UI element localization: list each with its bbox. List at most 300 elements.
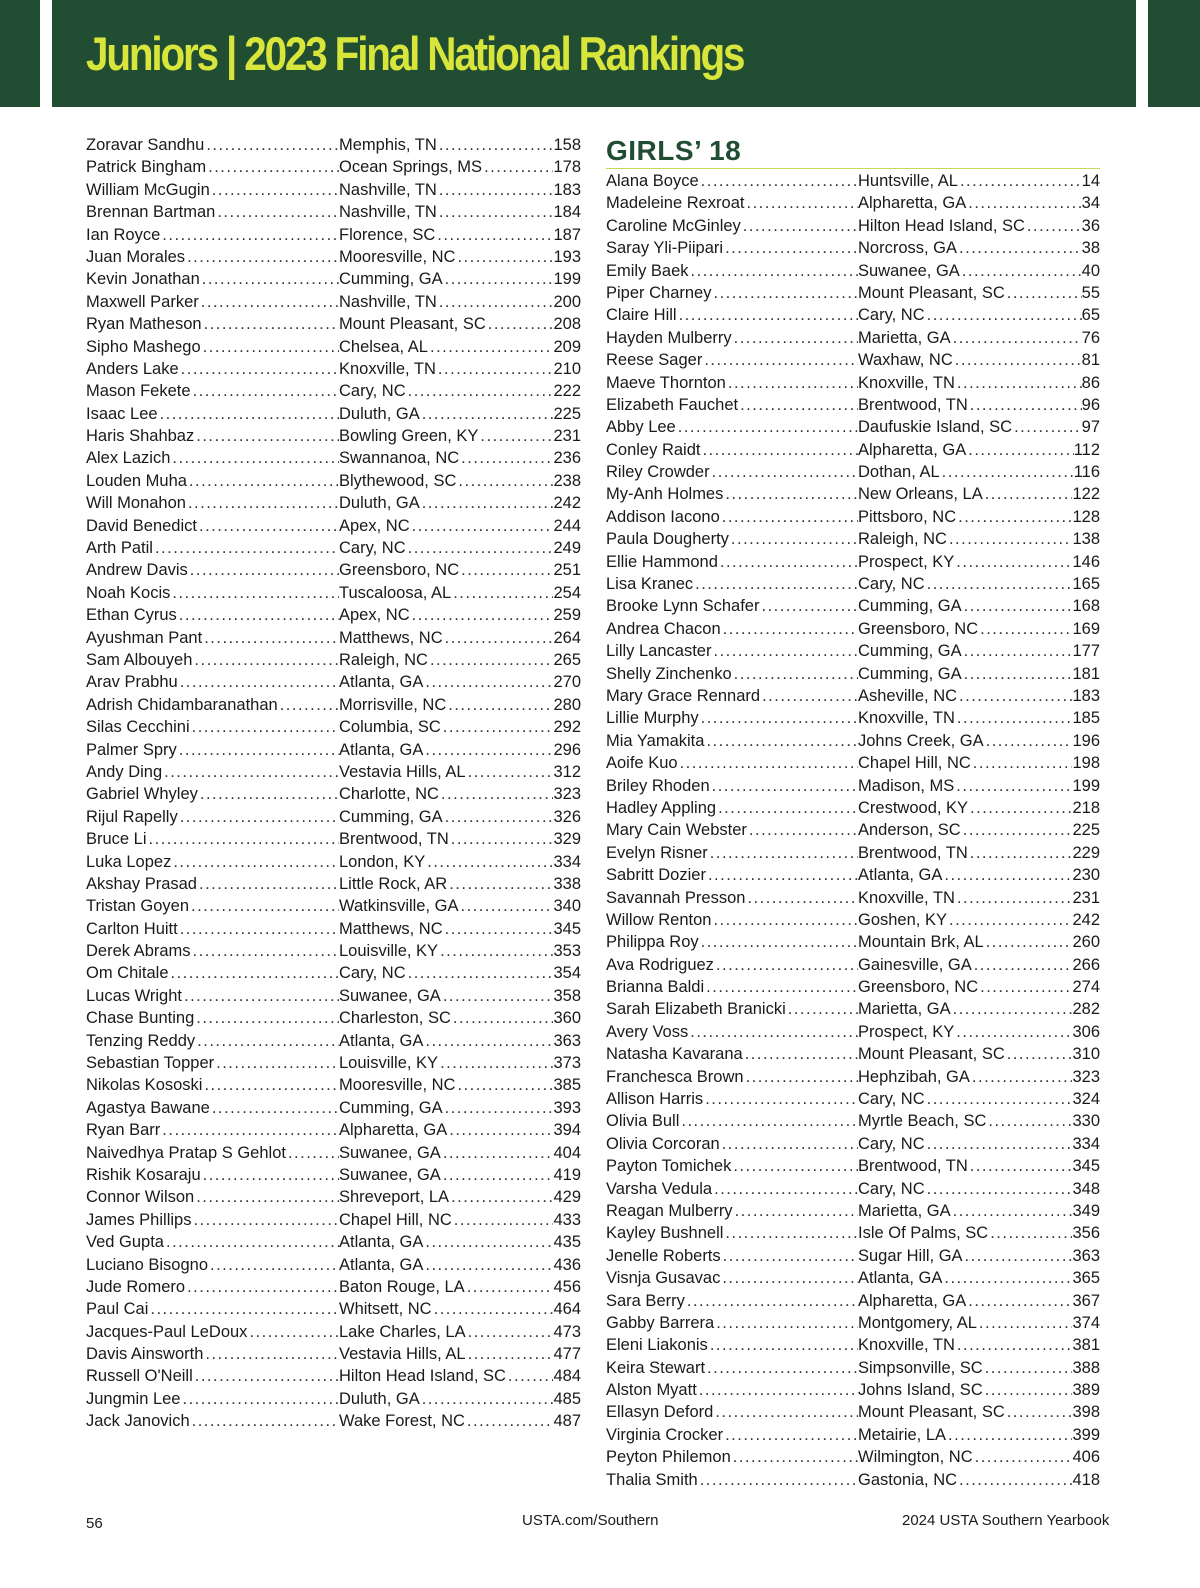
player-rank: 487 (553, 1412, 581, 1431)
city-cell (858, 976, 1072, 998)
player-rank: 146 (1072, 552, 1100, 571)
player-rank: 181 (1072, 664, 1100, 683)
name-cell (606, 551, 858, 573)
player-name: Lisa Kranec (606, 575, 694, 594)
player-rank: 187 (553, 225, 581, 244)
player-hometown: Cary, NC (858, 1134, 925, 1153)
player-hometown: Mount Pleasant, SC (339, 315, 486, 334)
player-rank: 306 (1072, 1022, 1100, 1041)
dot-leader (193, 1365, 339, 1387)
dot-leader (441, 1142, 554, 1164)
player-rank: 229 (1072, 843, 1100, 862)
ranking-row (606, 1155, 1100, 1177)
player-name: Philippa Roy (606, 933, 699, 952)
name-cell (606, 819, 858, 841)
city-cell (339, 918, 553, 940)
player-hometown: Gainesville, GA (858, 955, 972, 974)
player-rank: 394 (553, 1121, 581, 1140)
player-rank: 340 (553, 897, 581, 916)
player-rank: 199 (1072, 776, 1100, 795)
player-name: Reese Sager (606, 351, 703, 370)
ranking-row (606, 1222, 1100, 1244)
ranking-row (86, 627, 581, 649)
name-cell (606, 752, 858, 774)
dot-leader (162, 761, 339, 783)
dot-leader (957, 685, 1072, 707)
player-hometown: Alpharetta, GA (858, 194, 967, 213)
name-cell (86, 1030, 339, 1052)
city-cell (339, 1231, 553, 1253)
dot-leader (962, 663, 1073, 685)
city-cell (339, 156, 553, 178)
name-cell (86, 358, 339, 380)
name-cell (606, 775, 858, 797)
player-name: Akshay Prasad (86, 874, 197, 893)
player-name: Olivia Bull (606, 1112, 680, 1131)
player-rank: 473 (553, 1322, 581, 1341)
player-rank: 209 (553, 337, 581, 356)
ranking-row (86, 1254, 581, 1276)
ranking-row (86, 470, 581, 492)
dot-leader (197, 515, 339, 537)
name-cell (86, 1365, 339, 1387)
city-cell (858, 1401, 1072, 1423)
boys-ranking-list-continued (86, 134, 581, 1433)
player-name: Rishik Kosaraju (86, 1165, 201, 1184)
city-cell (339, 783, 553, 805)
ranking-row (86, 783, 581, 805)
player-hometown: Alpharetta, GA (858, 440, 967, 459)
ranking-row (606, 663, 1100, 685)
player-name: Zoravar Sandhu (86, 136, 205, 154)
city-cell (339, 1343, 553, 1365)
player-hometown: Atlanta, GA (339, 1031, 424, 1050)
player-hometown: Simpsonville, SC (858, 1358, 983, 1377)
ranking-row (606, 819, 1100, 841)
ranking-row (86, 336, 581, 358)
player-hometown: Vestavia Hills, AL (339, 1345, 466, 1364)
player-hometown: Memphis, TN (339, 136, 437, 154)
dot-leader (973, 1446, 1073, 1468)
player-rank: 264 (553, 628, 581, 647)
city-cell (339, 201, 553, 223)
city-cell (858, 551, 1072, 573)
city-cell (339, 291, 553, 313)
player-hometown: Huntsville, AL (858, 172, 958, 190)
dot-leader (191, 940, 339, 962)
player-hometown: Hilton Head Island, SC (858, 216, 1025, 235)
ranking-row (86, 380, 581, 402)
ranking-row (86, 1298, 581, 1320)
city-cell (339, 1276, 553, 1298)
dot-leader (676, 416, 858, 438)
dot-leader (714, 954, 858, 976)
player-rank: 356 (1072, 1224, 1100, 1243)
right-column (606, 134, 1100, 1491)
city-cell (339, 336, 553, 358)
ranking-row (86, 515, 581, 537)
ranking-row (606, 1088, 1100, 1110)
ranking-row (606, 1379, 1100, 1401)
player-name: Gabriel Whyley (86, 785, 198, 804)
player-hometown: Mountain Brk, AL (858, 933, 984, 952)
footer-publication: 2024 USTA Southern Yearbook (902, 1512, 1110, 1529)
dot-leader (956, 506, 1072, 528)
player-hometown: Apex, NC (339, 606, 410, 625)
name-cell (606, 1357, 858, 1379)
city-cell (858, 1021, 1072, 1043)
player-name: Noah Kocis (86, 583, 171, 602)
dot-leader (428, 336, 553, 358)
city-cell (339, 671, 553, 693)
ranking-row (606, 1066, 1100, 1088)
ranking-row (86, 716, 581, 738)
name-cell (606, 1133, 858, 1155)
player-name: Mason Fekete (86, 382, 191, 401)
ranking-row (606, 618, 1100, 640)
city-cell (339, 559, 553, 581)
dot-leader (443, 627, 554, 649)
dot-leader (201, 336, 339, 358)
dot-leader (699, 707, 858, 729)
name-cell (606, 573, 858, 595)
player-name: Kevin Jonathan (86, 270, 200, 289)
dot-leader (432, 1298, 554, 1320)
dot-leader (732, 327, 858, 349)
dot-leader (160, 1119, 339, 1141)
ranking-row (86, 1388, 581, 1410)
ranking-row (86, 268, 581, 290)
city-cell (858, 394, 1082, 416)
player-hometown: Cumming, GA (339, 270, 443, 289)
name-cell (606, 439, 858, 461)
player-rank: 238 (553, 471, 581, 490)
dot-leader (708, 1334, 858, 1356)
dot-leader (286, 1142, 339, 1164)
player-name: Mary Grace Rennard (606, 686, 761, 705)
name-cell (86, 627, 339, 649)
player-hometown: Nashville, TN (339, 292, 437, 311)
player-name: Will Monahon (86, 494, 186, 513)
ranking-row (606, 170, 1100, 192)
player-rank: 222 (553, 382, 581, 401)
dot-leader (685, 1290, 858, 1312)
dot-leader (198, 783, 339, 805)
dot-leader (459, 559, 553, 581)
player-name: Maxwell Parker (86, 292, 199, 311)
name-cell (86, 1097, 339, 1119)
player-rank: 178 (553, 158, 581, 177)
player-hometown: Cary, NC (339, 539, 406, 558)
city-cell (858, 864, 1072, 886)
ranking-row (86, 1164, 581, 1186)
player-rank: 138 (1072, 530, 1100, 549)
dot-leader (423, 1231, 553, 1253)
dot-leader (957, 237, 1082, 259)
player-rank: 358 (553, 986, 581, 1005)
dot-leader (962, 640, 1073, 662)
city-cell (339, 313, 553, 335)
player-hometown: Raleigh, NC (339, 650, 428, 669)
ranking-row (86, 1410, 581, 1432)
dot-leader (760, 685, 858, 707)
city-cell (339, 627, 553, 649)
dot-leader (721, 1245, 858, 1267)
city-cell (858, 595, 1072, 617)
player-rank: 225 (553, 404, 581, 423)
player-rank: 36 (1081, 216, 1100, 235)
name-cell (606, 461, 858, 483)
dot-leader (178, 918, 339, 940)
city-cell (858, 483, 1072, 505)
city-cell (339, 246, 553, 268)
player-hometown: Brentwood, TN (858, 843, 968, 862)
ranking-row (86, 537, 581, 559)
player-hometown: Suwanee, GA (858, 261, 960, 280)
name-cell (606, 730, 858, 752)
name-cell (606, 1088, 858, 1110)
player-name: Haris Shahbaz (86, 427, 195, 446)
dot-leader (194, 425, 339, 447)
city-cell (339, 985, 553, 1007)
dot-leader (455, 246, 553, 268)
player-name: Keira Stewart (606, 1358, 706, 1377)
player-hometown: Prospect, KY (858, 552, 955, 571)
player-name: Arth Patil (86, 539, 153, 558)
dot-leader (169, 962, 339, 984)
name-cell (606, 170, 858, 192)
player-hometown: Swannanoa, NC (339, 449, 460, 468)
ranking-row (86, 739, 581, 761)
player-rank: 65 (1081, 306, 1100, 325)
player-rank: 274 (1072, 978, 1100, 997)
player-rank: 122 (1072, 485, 1100, 504)
player-rank: 81 (1081, 351, 1100, 370)
player-rank: 225 (1072, 821, 1100, 840)
player-rank: 200 (553, 292, 581, 311)
player-rank: 230 (1072, 866, 1100, 885)
player-name: Peyton Philemon (606, 1448, 731, 1467)
name-cell (86, 940, 339, 962)
ranking-row (606, 1424, 1100, 1446)
dot-leader (720, 506, 858, 528)
city-cell (858, 842, 1072, 864)
dot-leader (983, 1379, 1073, 1401)
city-cell (858, 887, 1072, 909)
player-name: Patrick Bingham (86, 158, 207, 177)
name-cell (606, 1178, 858, 1200)
ranking-row (606, 483, 1100, 505)
player-name: Brennan Bartman (86, 203, 216, 222)
ranking-row (86, 1119, 581, 1141)
dot-leader (214, 1052, 339, 1074)
player-name: Paul Cai (86, 1300, 149, 1319)
player-hometown: Crestwood, KY (858, 798, 969, 817)
name-cell (86, 1164, 339, 1186)
dot-leader (718, 551, 858, 573)
name-cell (86, 918, 339, 940)
player-name: Lilly Lancaster (606, 642, 712, 661)
player-rank: 177 (1072, 642, 1100, 661)
player-rank: 363 (553, 1031, 581, 1050)
player-hometown: Knoxville, TN (339, 359, 436, 378)
player-rank: 183 (1072, 686, 1100, 705)
player-hometown: Pittsboro, NC (858, 507, 957, 526)
dot-leader (447, 1119, 553, 1141)
city-cell (858, 1469, 1072, 1491)
dot-leader (689, 260, 858, 282)
player-name: Hayden Mulberry (606, 328, 732, 347)
player-name: Ethan Cyrus (86, 606, 177, 625)
player-hometown: Columbia, SC (339, 718, 441, 737)
name-cell (86, 336, 339, 358)
ranking-row (86, 447, 581, 469)
ranking-row (606, 595, 1100, 617)
dot-leader (459, 895, 554, 917)
dot-leader (199, 291, 339, 313)
player-hometown: Suwanee, GA (339, 1143, 441, 1162)
player-name: Palmer Spry (86, 740, 177, 759)
ranking-row (606, 887, 1100, 909)
player-rank: 168 (1072, 597, 1100, 616)
city-cell (339, 224, 553, 246)
player-hometown: Atlanta, GA (339, 740, 424, 759)
dot-leader (438, 940, 553, 962)
player-rank: 484 (553, 1367, 581, 1386)
city-cell (858, 1066, 1072, 1088)
dot-leader (164, 1231, 339, 1253)
player-name: Abby Lee (606, 418, 676, 437)
player-rank: 40 (1081, 261, 1100, 280)
city-cell (339, 268, 553, 290)
player-name: Piper Charney (606, 283, 712, 302)
name-cell (606, 976, 858, 998)
dot-leader (191, 380, 339, 402)
player-hometown: Vestavia Hills, AL (339, 762, 466, 781)
player-name: Allison Harris (606, 1090, 704, 1109)
dot-leader (955, 707, 1073, 729)
player-rank: 367 (1072, 1291, 1100, 1310)
ranking-row (86, 425, 581, 447)
ranking-row (606, 1446, 1100, 1468)
name-cell (86, 515, 339, 537)
player-rank: 292 (553, 718, 581, 737)
dot-leader (190, 1410, 339, 1432)
dot-leader (443, 1097, 554, 1119)
dot-leader (721, 618, 858, 640)
dot-leader (678, 752, 858, 774)
city-cell (858, 1424, 1072, 1446)
city-cell (339, 134, 553, 156)
player-hometown: Bowling Green, KY (339, 427, 479, 446)
player-rank: 96 (1081, 395, 1100, 414)
dot-leader (1005, 282, 1082, 304)
ranking-row (86, 134, 581, 156)
player-name: Om Chitale (86, 964, 169, 983)
city-cell (858, 998, 1072, 1020)
city-cell (339, 649, 553, 671)
ranking-row (606, 842, 1100, 864)
ranking-row (606, 439, 1100, 461)
player-hometown: Gastonia, NC (858, 1470, 958, 1489)
dot-leader (955, 372, 1082, 394)
dot-leader (420, 403, 554, 425)
player-name: Alex Lazich (86, 449, 171, 468)
ranking-row (86, 895, 581, 917)
dot-leader (447, 873, 553, 895)
city-cell (339, 1007, 553, 1029)
dot-leader (425, 851, 553, 873)
dot-leader (158, 403, 339, 425)
city-cell (339, 1321, 553, 1343)
player-hometown: Chelsea, AL (339, 337, 428, 356)
player-rank: 477 (553, 1345, 581, 1364)
name-cell (86, 694, 339, 716)
player-rank: 348 (1072, 1179, 1100, 1198)
dot-leader (443, 918, 554, 940)
player-hometown: Atlanta, GA (858, 866, 943, 885)
dot-leader (978, 618, 1072, 640)
player-name: Madeleine Rexroat (606, 194, 745, 213)
player-hometown: Charleston, SC (339, 1009, 451, 1028)
name-cell (606, 528, 858, 550)
ranking-row (86, 582, 581, 604)
name-cell (86, 806, 339, 828)
city-cell (339, 380, 553, 402)
name-cell (86, 156, 339, 178)
city-cell (858, 819, 1072, 841)
player-hometown: Knoxville, TN (858, 888, 955, 907)
player-name: Luka Lopez (86, 852, 172, 871)
dot-leader (437, 179, 554, 201)
ranking-row (606, 998, 1100, 1020)
player-rank: 128 (1072, 507, 1100, 526)
player-hometown: Sugar Hill, GA (858, 1246, 963, 1265)
player-rank: 399 (1072, 1425, 1100, 1444)
ranking-row (86, 851, 581, 873)
left-column (86, 134, 581, 1433)
player-name: Derek Abrams (86, 942, 191, 961)
city-cell (858, 1133, 1072, 1155)
player-hometown: Brentwood, TN (858, 395, 968, 414)
dot-leader (436, 358, 554, 380)
dot-leader (420, 492, 554, 514)
player-rank: 158 (553, 136, 581, 154)
dot-leader (435, 224, 553, 246)
dot-leader (178, 806, 339, 828)
city-cell (858, 1200, 1072, 1222)
dot-leader (160, 224, 339, 246)
ranking-row (606, 1178, 1100, 1200)
dot-leader (423, 1254, 553, 1276)
name-cell (86, 1388, 339, 1410)
dot-leader (202, 313, 339, 335)
city-cell (858, 1178, 1072, 1200)
player-rank: 242 (553, 494, 581, 513)
player-rank: 116 (1073, 463, 1100, 482)
ranking-row (606, 775, 1100, 797)
dot-leader (1005, 1401, 1073, 1423)
dot-leader (723, 483, 858, 505)
player-hometown: Cary, NC (339, 964, 406, 983)
name-cell (86, 671, 339, 693)
player-rank: 388 (1072, 1358, 1100, 1377)
dot-leader (482, 156, 553, 178)
player-rank: 208 (553, 315, 581, 334)
player-rank: 433 (553, 1210, 581, 1229)
dot-leader (466, 1321, 554, 1343)
dot-leader (486, 313, 554, 335)
